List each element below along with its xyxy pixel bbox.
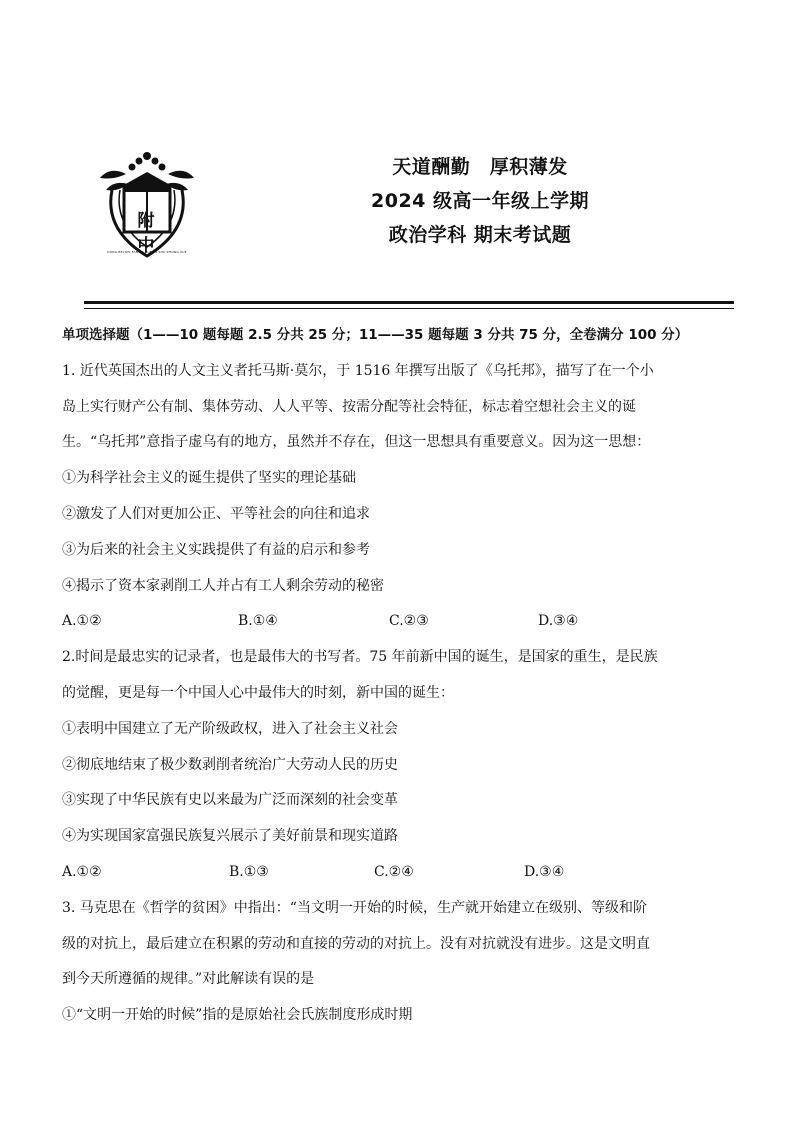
exam-content — [62, 318, 742, 1034]
grade-term: 2024 级高一年级上学期 — [371, 190, 589, 212]
header-divider-thick — [84, 301, 734, 304]
section-heading: 单项选择题（1——10 题每题 2.5 分共 25 分；11——35 题每题 3 分共 75 分，全卷满分 100 分） — [62, 327, 689, 343]
question-stem-line: 1. 近代英国杰出的人文主义者托马斯·莫尔，于 1516 年撰写出版了《乌托邦》，描写了在一个小 — [62, 362, 654, 379]
question-stem-line: 级的对抗上，最后建立在积累的劳动和直接的劳动的对抗上。没有对抗就没有进步。这是文明直 — [62, 935, 650, 952]
answer-options — [62, 855, 742, 891]
statement-item: ①表明中国建立了无产阶级政权，进入了社会主义社会 — [62, 720, 398, 737]
question-stem-line: 2.时间是最忠实的记录者，也是最伟大的书写者。75 年前新中国的诞生，是国家的重生，是民族 — [62, 649, 658, 666]
question-1 — [62, 354, 742, 640]
option-c: C.②③ — [389, 613, 429, 630]
statement-item: ③为后来的社会主义实践提供了有益的启示和参考 — [62, 541, 370, 558]
option-d: D.③④ — [538, 613, 579, 630]
option-d: D.③④ — [524, 863, 565, 880]
logo-ring-text: DONG BEI SHI FAN DA XUE FU SHU ZHONG XUE — [107, 250, 187, 254]
statement-item: ④为实现国家富强民族复兴展示了美好前景和现实道路 — [62, 828, 398, 845]
statement-item: ①“文明一开始的时候”指的是原始社会氏族制度形成时期 — [62, 1007, 413, 1024]
logo-emblem-text: 附中 — [137, 211, 159, 256]
exam-header — [340, 150, 620, 252]
question-stem-line: 生。“乌托邦”意指子虚乌有的地方，虽然并不存在，但这一思想具有重要意义。因为这一思想： — [62, 434, 651, 451]
statement-item: ②激发了人们对更加公正、平等社会的向往和追求 — [62, 505, 370, 522]
question-2 — [62, 640, 742, 891]
question-stem-line: 岛上实行财产公有制、集体劳动、人人平等、按需分配等社会特征，标志着空想社会主义的诞 — [62, 398, 636, 415]
question-stem-line: 到今天所遵循的规律。”对此解读有误的是 — [62, 971, 315, 988]
option-b: B.①④ — [238, 613, 278, 630]
option-b: B.①③ — [229, 863, 269, 880]
question-3 — [62, 891, 742, 1034]
statement-item: ①为科学社会主义的诞生提供了坚实的理论基础 — [62, 470, 356, 487]
statement-item: ③实现了中华民族有史以来最为广泛而深刻的社会变革 — [62, 792, 398, 809]
school-logo — [96, 150, 198, 262]
exam-title: 政治学科 期末考试题 — [388, 224, 572, 246]
statement-item: ④揭示了资本家剥削工人并占有工人剩余劳动的秘密 — [62, 577, 384, 594]
option-a: A.①② — [62, 863, 102, 880]
answer-options — [62, 604, 742, 640]
option-c: C.②④ — [374, 863, 414, 880]
header-divider-thin — [84, 308, 734, 309]
statement-item: ②彻底地结束了极少数剥削者统治广大劳动人民的历史 — [62, 756, 398, 773]
question-stem-line: 3. 马克思在《哲学的贫困》中指出：“当文明一开始的时候，生产就开始建立在级别、等级和阶 — [62, 899, 647, 916]
school-motto: 天道酬勤 厚积薄发 — [392, 156, 568, 178]
question-stem-line: 的觉醒，更是每一个中国人心中最伟大的时刻，新中国的诞生： — [62, 684, 454, 701]
option-a: A.①② — [62, 613, 102, 630]
